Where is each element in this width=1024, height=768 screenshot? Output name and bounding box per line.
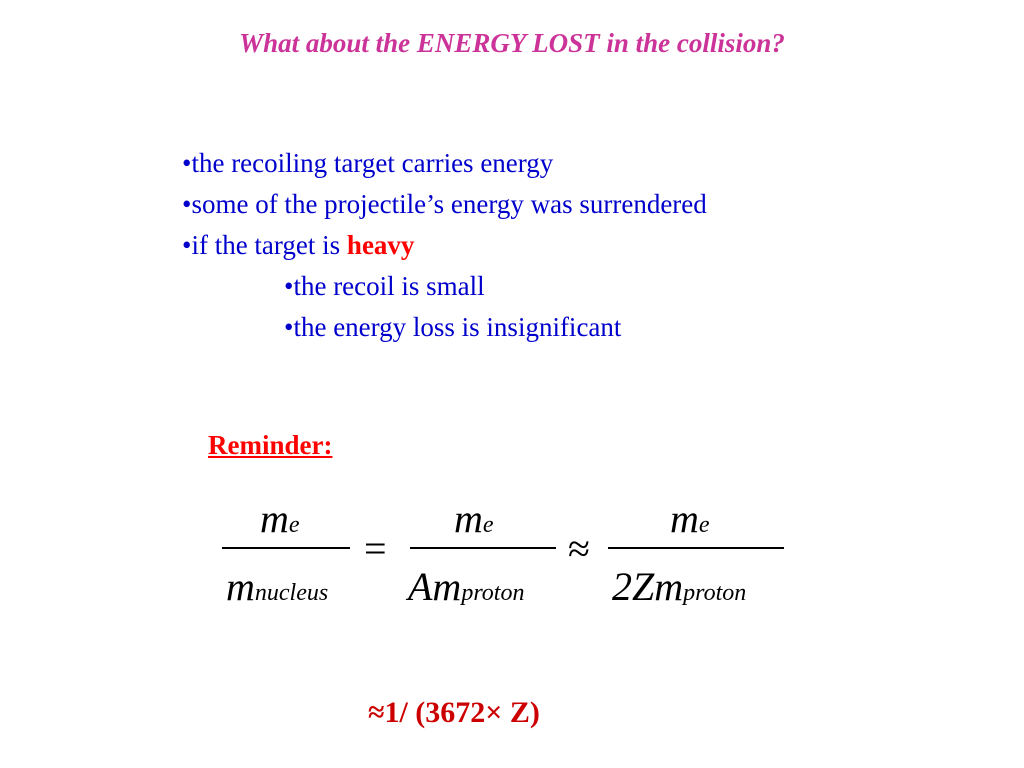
bullet-item: •the recoiling target carries energy <box>182 148 554 178</box>
fraction-bar-2 <box>410 547 556 549</box>
bullet-text: •if the target is <box>182 230 347 260</box>
sub-bullet-item: •the energy loss is insignificant <box>284 312 622 342</box>
denominator-2: Amproton <box>408 564 525 609</box>
result-approximation: ≈1/ (3672× Z) <box>368 696 540 729</box>
reminder-label: Reminder: <box>208 430 333 460</box>
bullet-item: •some of the projectile’s energy was surrendered <box>182 189 707 219</box>
denominator-3: 2Zmproton <box>612 564 747 609</box>
slide-title: What about the ENERGY LOST in the collision? <box>239 28 785 58</box>
sub-bullet-list <box>284 266 621 348</box>
approx-sign: ≈ <box>568 526 590 571</box>
mass-ratio-equation <box>222 495 792 625</box>
bullet-item <box>182 225 707 266</box>
denominator-1: mnucleus <box>226 564 329 609</box>
numerator-1: me <box>260 496 300 541</box>
fraction-bar-3 <box>608 547 784 549</box>
highlight-word: heavy <box>346 230 415 260</box>
bullet-list <box>182 143 707 266</box>
fraction-bar-1 <box>222 547 350 549</box>
numerator-2: me <box>454 496 494 541</box>
numerator-3: me <box>670 496 710 541</box>
sub-bullet-item: •the recoil is small <box>284 271 485 301</box>
equals-sign: = <box>364 526 387 571</box>
